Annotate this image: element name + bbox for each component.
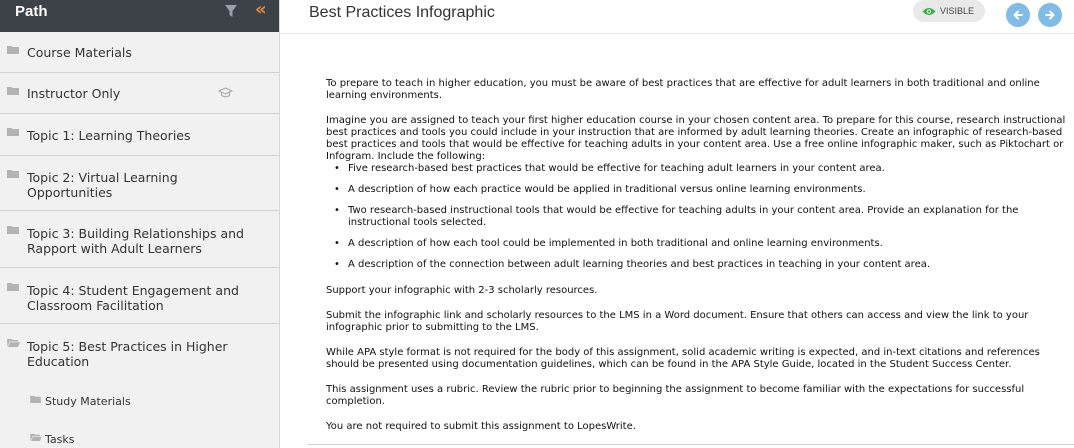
arrow-left-icon — [1012, 9, 1024, 21]
sidebar-item-label: Instructor Only — [27, 86, 121, 101]
assignment-content — [326, 78, 1071, 446]
sidebar-item-topic-1[interactable] — [0, 114, 279, 156]
rubric-paragraph: This assignment uses a rubric. Review the rubric prior to beginning the assignment to become familiar with the expectations for successful completion. — [326, 384, 1025, 407]
folder-icon — [7, 225, 19, 234]
sidebar-item-label: Tasks — [45, 433, 75, 446]
graduation-cap-icon — [218, 87, 233, 99]
folder-icon — [7, 86, 19, 95]
sidebar-title: Path — [15, 2, 48, 20]
sidebar-header — [0, 0, 279, 32]
requirements-list — [334, 163, 1071, 271]
content-divider — [308, 444, 1074, 445]
sidebar-item-label: Study Materials — [45, 395, 131, 408]
sidebar-subitem-study-materials[interactable] — [0, 375, 279, 413]
submission-paragraph: Submit the infographic link and scholarly resources to the LMS in a Word document. Ensure that others can access and view the link to your infographic prior to submitting to the LMS. — [326, 310, 1029, 333]
sidebar-item-topic-4[interactable] — [0, 268, 279, 324]
list-item: • Two research-based instructional tools that would be effective for teaching adults in your content area. Provide an explanation for the instructional tools selected. — [334, 205, 1071, 229]
folder-open-icon — [30, 433, 42, 441]
previous-button[interactable] — [1006, 3, 1030, 27]
collapse-sidebar-icon[interactable]: « — [255, 0, 264, 20]
instructions-paragraph: Imagine you are assigned to teach your first higher education course in your chosen content area. To prepare for this course, research instructional best practices and tools you could include in your instruction that are informed by adult learning theories. Create an infographic of research-based best practices and tools that would be effective for teaching adults in your content area. Use a free online infographic maker, such as Piktochart or Infogram. Include the following: — [326, 115, 1066, 162]
folder-icon — [7, 282, 19, 291]
list-item: • A description of how each tool could be implemented in both traditional and online learning environments. — [334, 238, 1071, 250]
sidebar-item-label: Course Materials — [27, 45, 132, 60]
arrow-right-icon — [1044, 9, 1056, 21]
apa-paragraph: While APA style format is not required for the body of this assignment, solid academic writing is expected, and in-text citations and references should be presented using documentation guidelines, which can be found in the APA Style Guide, located in the Student Success Center. — [326, 347, 1040, 370]
main-panel — [281, 0, 1074, 448]
lopeswrite-paragraph: You are not required to submit this assignment to LopesWrite. — [326, 421, 636, 432]
sidebar-item-topic-2[interactable] — [0, 156, 279, 211]
folder-icon — [30, 395, 41, 403]
folder-icon — [7, 45, 19, 54]
resources-paragraph: Support your infographic with 2-3 scholarly resources. — [326, 285, 598, 296]
folder-icon — [7, 127, 19, 136]
visibility-toggle[interactable] — [913, 0, 985, 22]
content-header — [281, 0, 1074, 34]
sidebar-item-label: Topic 5: Best Practices in Higher Education — [27, 339, 228, 369]
folder-open-icon — [7, 338, 20, 347]
filter-icon[interactable] — [224, 4, 238, 18]
sidebar-item-topic-3[interactable] — [0, 211, 279, 268]
intro-paragraph: To prepare to teach in higher education, you must be aware of best practices that are effective for adult learners in both traditional and online learning environments. — [326, 78, 1040, 101]
visibility-label: VISIBLE — [940, 6, 975, 16]
eye-icon — [922, 7, 936, 16]
sidebar — [0, 0, 280, 448]
next-button[interactable] — [1038, 3, 1062, 27]
sidebar-item-label: Topic 4: Student Engagement and Classroom Facilitation — [27, 283, 239, 313]
sidebar-subitem-tasks[interactable] — [0, 413, 279, 446]
sidebar-item-label: Topic 3: Building Relationships and Rapport with Adult Learners — [27, 226, 244, 256]
sidebar-item-instructor-only[interactable] — [0, 73, 279, 114]
list-item: • A description of how each practice would be applied in traditional versus online learning environments. — [334, 184, 1071, 196]
list-item: • A description of the connection between adult learning theories and best practices in teaching in your content area. — [334, 259, 1071, 271]
sidebar-item-course-materials[interactable] — [0, 32, 279, 73]
page-title: Best Practices Infographic — [309, 4, 495, 21]
sidebar-item-label: Topic 1: Learning Theories — [27, 128, 191, 143]
folder-icon — [7, 169, 19, 178]
list-item: • Five research-based best practices that would be effective for teaching adult learners in your content area. — [334, 163, 1071, 175]
sidebar-item-label: Topic 2: Virtual Learning Opportunities — [27, 170, 178, 200]
sidebar-item-topic-5[interactable] — [0, 324, 279, 375]
